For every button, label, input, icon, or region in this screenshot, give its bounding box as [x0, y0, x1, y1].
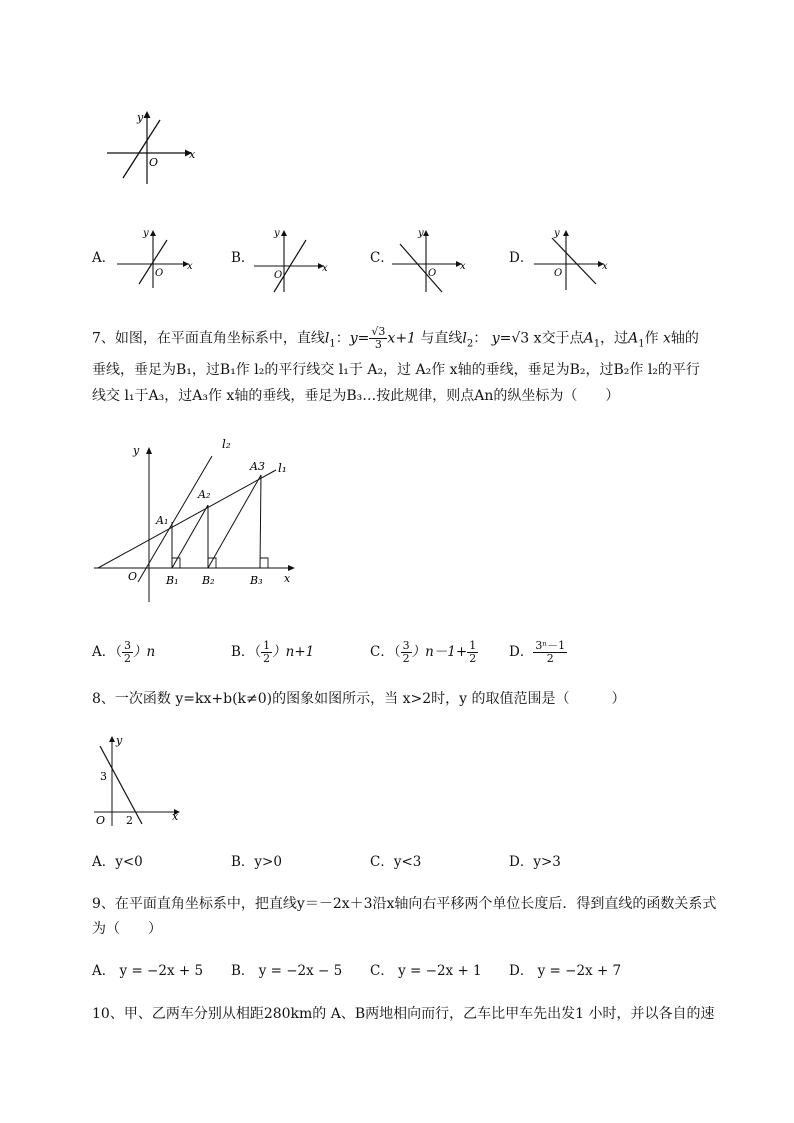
fig7-b2-label: B₂: [202, 574, 215, 587]
q7-figure: [92, 432, 302, 608]
q9-option-b[interactable]: B． y = −2x − 5: [231, 963, 343, 979]
q7-line-3: 线交 l₁于A₃，过A₃作 x轴的垂线，垂足为B₃…按此规律，则点An的纵坐标为（ ）: [92, 388, 620, 404]
fig7-l2-label: l₂: [222, 437, 231, 451]
q9-option-d[interactable]: D． y = −2x + 7: [509, 963, 622, 979]
q8-option-a[interactable]: A．y<0: [92, 854, 143, 870]
q7-line-2: 垂线，垂足为B₁，过B₁作 l₂的平行线交 l₁于 A₂，过 A₂作 x轴的垂线，垂足为B₂，过B₂作 l₂的平行: [92, 362, 700, 378]
svg-text:O: O: [274, 270, 283, 281]
svg-text:y: y: [418, 228, 424, 239]
q8-option-b[interactable]: B．y>0: [231, 854, 282, 870]
svg-text:O: O: [155, 268, 164, 279]
q7-option-b[interactable]: B．（ $\frac{1}{2}$ ）n+1: [231, 639, 315, 665]
svg-text:y: y: [143, 228, 149, 239]
q6-main-graph: [105, 108, 195, 188]
q7-option-d[interactable]: D． $\frac{\text{3ⁿ－1}}{2}$: [509, 639, 566, 665]
q9-line-1: 9、在平面直角坐标系中，把直线y＝－2x＋3沿x轴向右平移两个单位长度后．得到直线的函数关系式: [92, 896, 717, 912]
fig7-a3-label: A3: [250, 460, 265, 473]
q9-option-c[interactable]: C． y = −2x + 1: [370, 963, 482, 979]
svg-text:x: x: [322, 263, 328, 274]
fig7-x-label: x: [284, 572, 291, 585]
q6-option-c-graph[interactable]: [390, 226, 470, 296]
x-label: x: [189, 148, 195, 161]
fig8-origin-label: O: [96, 814, 106, 827]
q7-option-a[interactable]: A．（ $\frac{3}{2}$ ）n: [92, 639, 156, 665]
fig7-a2-label: A₂: [198, 488, 211, 501]
fig7-b1-label: B₁: [166, 574, 179, 587]
fraction-sqrt3-over-3: $\frac{√3}{3}$: [371, 325, 386, 351]
svg-text:x: x: [602, 261, 608, 272]
y-label: y: [137, 111, 144, 124]
svg-text:x: x: [187, 261, 193, 272]
q6-option-b[interactable]: B．: [231, 250, 255, 266]
q9-line-2: 为（ ）: [92, 921, 162, 937]
fig8-x-label: x: [172, 810, 179, 823]
q8-figure: [92, 732, 192, 828]
q8-option-d[interactable]: D．y>3: [509, 854, 561, 870]
fig8-tick-2: 2: [126, 814, 133, 827]
q6-option-a-graph[interactable]: [115, 226, 195, 292]
q7-line-1: 7、如图，在平面直角坐标系中，直线$l_1$：y= $\frac{√3}{3}$ x+1 与直线$l_2$： y=√3 x交于点$A_1$，过$A_1$作 x轴的: [92, 325, 699, 351]
origin-label: O: [149, 156, 159, 169]
fig8-tick-3: 3: [100, 770, 107, 783]
svg-text:y: y: [274, 228, 280, 239]
q6-option-d-graph[interactable]: [530, 226, 612, 294]
fig8-y-label: y: [116, 734, 123, 747]
q7-option-c[interactable]: C．（ $\frac{3}{2}$ ）n－1+ $\frac{1}{2}$: [370, 639, 477, 665]
svg-text:x: x: [460, 261, 466, 272]
svg-text:y: y: [554, 228, 560, 239]
svg-text:O: O: [428, 268, 437, 279]
q6-option-c[interactable]: C．: [370, 250, 394, 266]
q9-option-a[interactable]: A． y = −2x + 5: [92, 963, 204, 979]
q6-option-b-graph[interactable]: [252, 226, 332, 296]
fig7-b3-label: B₃: [250, 574, 263, 587]
q8-question: 8、一次函数 y=kx+b(k≠0)的图象如图所示，当 x>2时，y 的取值范围是（ ）: [92, 691, 626, 707]
fig7-origin-label: O: [128, 570, 138, 583]
q8-option-c[interactable]: C．y<3: [370, 854, 422, 870]
fig7-y-label: y: [133, 444, 140, 457]
q6-option-d[interactable]: D．: [509, 250, 534, 266]
fig7-a1-label: A₁: [156, 514, 169, 527]
q10-line-1: 10、甲、乙两车分别从相距280km的 A、B两地相向而行，乙车比甲车先出发1 小时，并以各自的速: [92, 1006, 715, 1022]
svg-text:O: O: [554, 268, 563, 279]
fig7-l1-label: l₁: [278, 461, 287, 475]
q6-option-a[interactable]: A．: [92, 250, 116, 266]
